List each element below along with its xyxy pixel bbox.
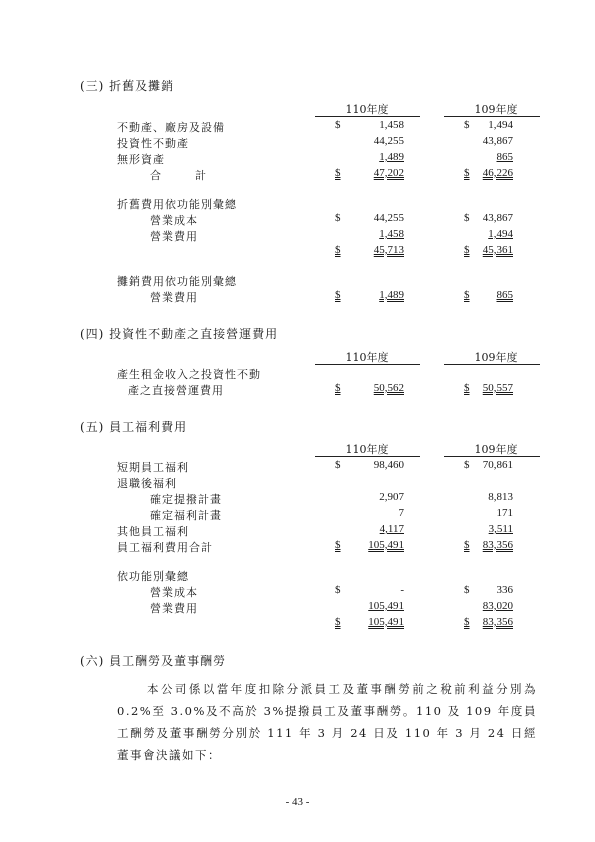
s5-func-value-current: -: [400, 584, 404, 596]
s3-total-prior: 46,226: [482, 167, 513, 179]
s5-row-value-current: 98,460: [373, 459, 404, 471]
s4-header-rule-current: [315, 364, 420, 365]
s3-dep-total-current: 45,713: [373, 244, 404, 256]
currency-symbol: $: [335, 119, 341, 131]
currency-symbol: $: [464, 584, 470, 596]
s3-col-current-header: 110年度: [345, 103, 389, 116]
s3-amort-title: 攤銷費用依功能別彙總: [117, 275, 237, 288]
s5-row-value-prior: 3,511: [488, 523, 513, 535]
s3-row-value-prior: 865: [496, 151, 513, 163]
s5-header-rule-prior: [444, 456, 540, 457]
s5-func-row-label: 營業費用: [150, 602, 198, 615]
s3-amort-value-current: 1,489: [379, 289, 404, 301]
s4-col-current-header: 110年度: [345, 351, 389, 364]
s3-dep-total-prior: 45,361: [482, 244, 513, 256]
s4-col-prior-header: 109年度: [474, 351, 518, 364]
currency-symbol: $: [335, 382, 341, 394]
s5-func-value-current: 105,491: [368, 600, 404, 612]
s3-header-rule-current: [315, 116, 420, 117]
section-5-title: (五) 員工福利費用: [80, 420, 188, 434]
s5-func-total-prior: 83,356: [482, 616, 513, 628]
s3-dep-row-label: 營業成本: [150, 214, 198, 227]
s5-func-value-prior: 336: [496, 584, 513, 596]
s5-row-label: 短期員工福利: [117, 461, 189, 474]
currency-symbol: $: [335, 289, 341, 301]
currency-symbol: $: [335, 584, 341, 596]
s3-dep-value-current: 1,458: [379, 228, 404, 240]
currency-symbol: $: [335, 459, 341, 471]
s4-value-prior: 50,557: [482, 382, 513, 394]
s3-dep-row-label: 營業費用: [150, 230, 198, 243]
s3-dep-title: 折舊費用依功能別彙總: [117, 198, 237, 211]
currency-symbol: $: [464, 539, 470, 551]
s5-func-title: 依功能別彙總: [117, 570, 189, 583]
s3-header-rule-prior: [444, 116, 540, 117]
s5-total-current: 105,491: [368, 539, 404, 551]
page-number: - 43 -: [285, 796, 310, 808]
s3-amort-value-prior: 865: [496, 289, 513, 301]
s4-header-rule-prior: [444, 364, 540, 365]
currency-symbol: $: [335, 616, 341, 628]
s5-row-label: 其他員工福利: [117, 525, 189, 538]
s3-dep-value-prior: 43,867: [482, 212, 513, 224]
s3-dep-value-prior: 1,494: [488, 228, 513, 240]
s5-func-total-current: 105,491: [368, 616, 404, 628]
s3-col-prior-header: 109年度: [474, 103, 518, 116]
s3-row-label: 投資性不動產: [117, 137, 189, 150]
s3-row-label: 不動產、廠房及設備: [117, 121, 225, 134]
s5-func-row-label: 營業成本: [150, 586, 198, 599]
s5-header-rule-current: [315, 456, 420, 457]
currency-symbol: $: [464, 212, 470, 224]
currency-symbol: $: [464, 119, 470, 131]
currency-symbol: $: [335, 212, 341, 224]
s3-row-value-current: 44,255: [373, 135, 404, 147]
s5-total-label: 員工福利費用合計: [117, 541, 213, 554]
s4-label-line2: 產之直接營運費用: [128, 384, 224, 397]
section-4-title: (四) 投資性不動產之直接營運費用: [80, 327, 279, 341]
s5-row-value-prior: 70,861: [482, 459, 513, 471]
currency-symbol: $: [335, 244, 341, 256]
s5-row-value-current: 4,117: [379, 523, 404, 535]
currency-symbol: $: [464, 382, 470, 394]
s5-func-value-prior: 83,020: [482, 600, 513, 612]
s3-amort-row-label: 營業費用: [150, 291, 198, 304]
s3-row-value-prior: 1,494: [488, 119, 513, 131]
s5-row-value-prior: 8,813: [488, 491, 513, 503]
currency-symbol: $: [464, 167, 470, 179]
s3-row-value-current: 1,489: [379, 151, 404, 163]
s5-row-label: 確定提撥計畫: [150, 493, 222, 506]
currency-symbol: $: [464, 244, 470, 256]
currency-symbol: $: [464, 616, 470, 628]
s5-col-prior-header: 109年度: [474, 443, 518, 456]
s3-row-label: 無形資產: [117, 153, 165, 166]
currency-symbol: $: [335, 167, 341, 179]
currency-symbol: $: [464, 459, 470, 471]
s5-row-value-prior: 171: [496, 507, 513, 519]
s5-col-current-header: 110年度: [345, 443, 389, 456]
s5-row-value-current: 7: [398, 507, 404, 519]
s5-row-label: 確定福利計畫: [150, 509, 222, 522]
s5-row-value-current: 2,907: [379, 491, 404, 503]
s6-paragraph: 本公司係以當年度扣除分派員工及董事酬勞前之稅前利益分別為 0.2%至 3.0%及不高於 3%提撥員工及董事酬勞。110 及 109 年度員工酬勞及董事酬勞分別於 111 年 3 月 24 日及 110 年 3 月 24 日經董事會決議如下：: [117, 682, 537, 762]
s3-total-current: 47,202: [373, 167, 404, 179]
s5-total-prior: 83,356: [482, 539, 513, 551]
s3-row-value-current: 1,458: [379, 119, 404, 131]
currency-symbol: $: [335, 539, 341, 551]
s3-total-label: 合 計: [150, 169, 210, 182]
s4-value-current: 50,562: [373, 382, 404, 394]
s5-row-label: 退職後福利: [117, 477, 177, 490]
s3-row-value-prior: 43,867: [482, 135, 513, 147]
s3-dep-value-current: 44,255: [373, 212, 404, 224]
section-6-title: (六) 員工酬勞及董事酬勞: [80, 654, 227, 668]
section-3-title: (三) 折舊及攤銷: [80, 79, 175, 93]
currency-symbol: $: [464, 289, 470, 301]
s4-label-line1: 產生租金收入之投資性不動: [117, 368, 261, 381]
